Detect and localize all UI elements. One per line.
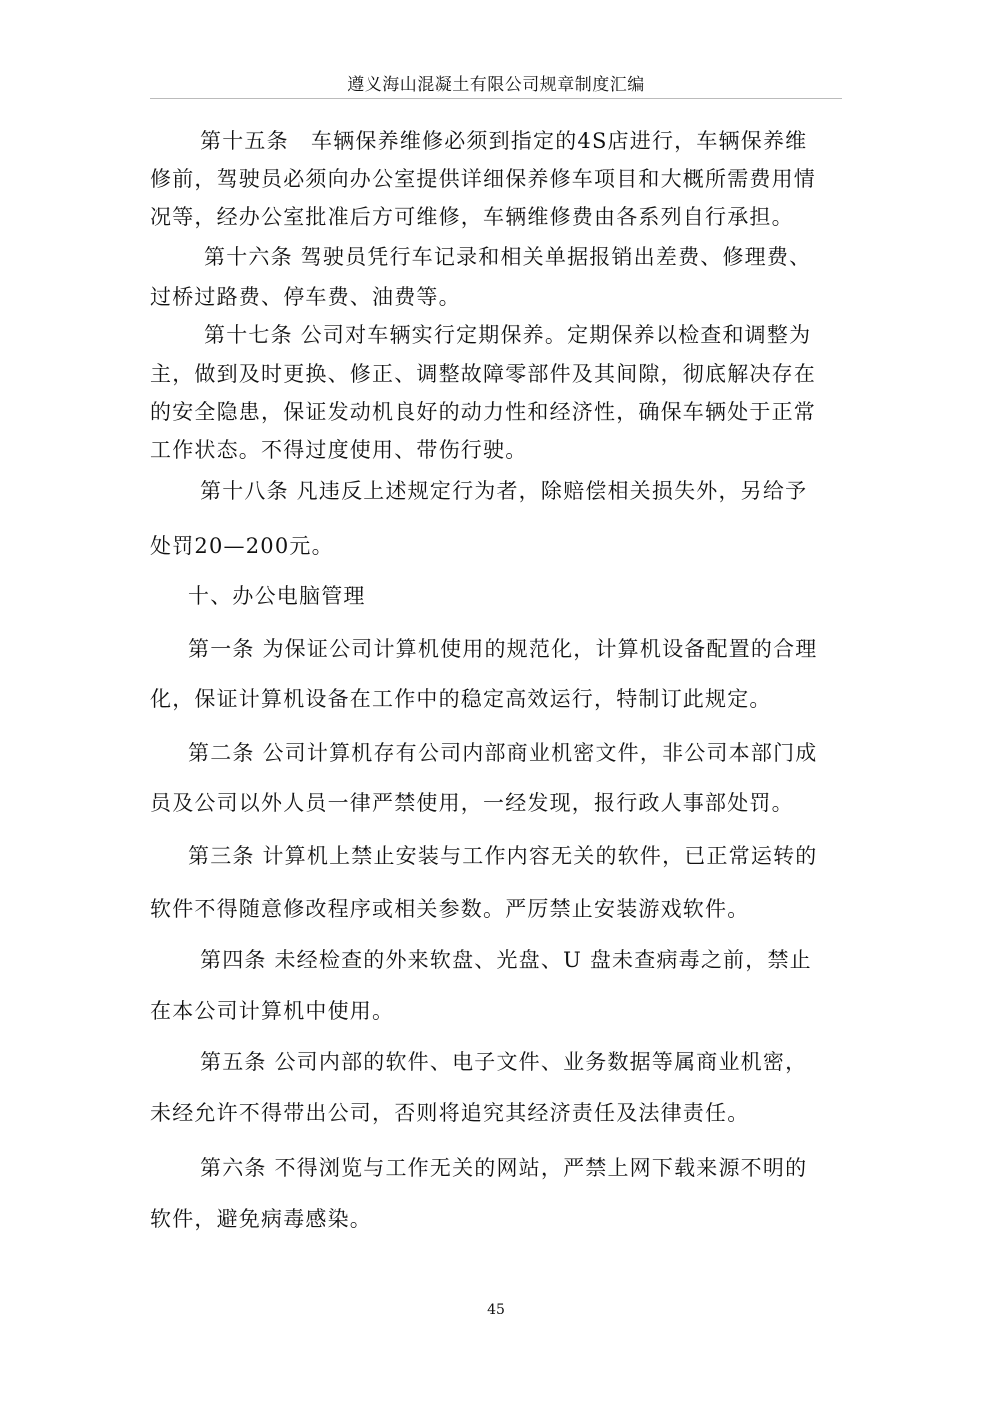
- text-line: 的安全隐患，保证发动机良好的动力性和经济性，确保车辆处于正常: [150, 400, 816, 424]
- text-line: 第三条 计算机上禁止安装与工作内容无关的软件，已正常运转的: [188, 844, 818, 868]
- text-line: 未经允许不得带出公司，否则将追究其经济责任及法律责任。: [150, 1101, 750, 1125]
- text-line: 第十八条 凡违反上述规定行为者，除赔偿相关损失外，另给予: [200, 479, 808, 503]
- text-line: 第十五条 车辆保养维修必须到指定的4S店进行，车辆保养维: [200, 129, 808, 153]
- text-line: 员及公司以外人员一律严禁使用，一经发现，报行政人事部处罚。: [150, 791, 794, 815]
- page-number: 45: [487, 1302, 505, 1318]
- text-line: 主，做到及时更换、修正、调整故障零部件及其间隙，彻底解决存在: [150, 362, 816, 386]
- text-line: 第一条 为保证公司计算机使用的规范化，计算机设备配置的合理: [188, 637, 818, 661]
- text-line: 第四条 未经检查的外来软盘、光盘、U 盘未查病毒之前，禁止: [200, 948, 812, 972]
- section-heading: 十、办公电脑管理: [188, 584, 366, 608]
- text-line: 软件，避免病毒感染。: [150, 1207, 372, 1231]
- text-line: 过桥过路费、停车费、油费等。: [150, 285, 461, 309]
- text-line: 软件不得随意修改程序或相关参数。严厉禁止安装游戏软件。: [150, 897, 750, 921]
- text-line: 况等，经办公室批准后方可维修，车辆维修费由各系列自行承担。: [150, 205, 794, 229]
- text-line: 第十七条 公司对车辆实行定期保养。定期保养以检查和调整为: [204, 323, 812, 347]
- page-header: 遵义海山混凝土有限公司规章制度汇编: [347, 75, 645, 95]
- text-line: 第六条 不得浏览与工作无关的网站，严禁上网下载来源不明的: [200, 1156, 808, 1180]
- text-line: 化，保证计算机设备在工作中的稳定高效运行，特制订此规定。: [150, 687, 772, 711]
- text-line: 第二条 公司计算机存有公司内部商业机密文件，非公司本部门成: [188, 741, 818, 765]
- header-rule: [150, 98, 842, 99]
- text-line: 第五条 公司内部的软件、电子文件、业务数据等属商业机密，: [200, 1050, 808, 1074]
- text-line: 第十六条 驾驶员凭行车记录和相关单据报销出差费、修理费、: [204, 245, 812, 269]
- text-line: 处罚20—200元。: [150, 534, 334, 558]
- text-line: 修前，驾驶员必须向办公室提供详细保养修车项目和大概所需费用情: [150, 167, 816, 191]
- text-line: 在本公司计算机中使用。: [150, 999, 395, 1023]
- text-line: 工作状态。不得过度使用、带伤行驶。: [150, 438, 528, 462]
